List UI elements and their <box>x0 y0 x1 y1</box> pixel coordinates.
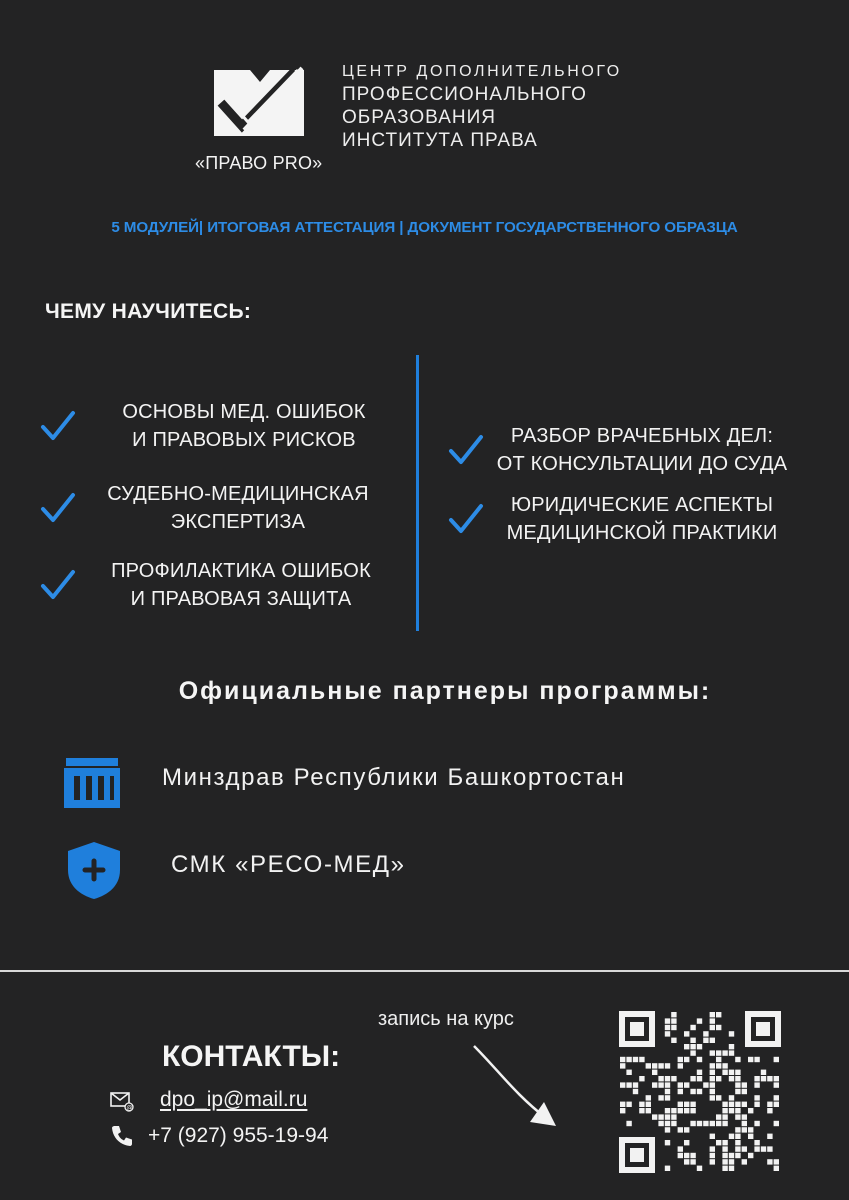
qr-module <box>639 1076 644 1081</box>
learn-item-line: МЕДИЦИНСКОЙ ПРАКТИКИ <box>506 522 778 544</box>
qr-module <box>729 1159 734 1164</box>
org-title-line: ИНСТИТУТА ПРАВА <box>342 130 538 151</box>
qr-module <box>716 1050 721 1055</box>
qr-module <box>710 1012 715 1017</box>
qr-module <box>690 1153 695 1158</box>
qr-module <box>722 1070 727 1075</box>
qr-module <box>639 1057 644 1062</box>
qr-module <box>710 1070 715 1075</box>
learn-item-line: ОТ КОНСУЛЬТАЦИИ ДО СУДА <box>496 453 788 475</box>
qr-module <box>678 1057 683 1062</box>
qr-module <box>729 1153 734 1158</box>
qr-module <box>684 1140 689 1145</box>
qr-module <box>620 1057 625 1062</box>
qr-module <box>671 1012 676 1017</box>
qr-module <box>678 1063 683 1068</box>
qr-module <box>735 1082 740 1087</box>
learn-item <box>40 480 398 536</box>
qr-module <box>671 1038 676 1043</box>
qr-module <box>748 1127 753 1132</box>
qr-module <box>742 1146 747 1151</box>
qr-module <box>729 1044 734 1049</box>
qr-module <box>722 1108 727 1113</box>
qr-module <box>767 1076 772 1081</box>
qr-module <box>697 1166 702 1171</box>
learn-item-line: ЮРИДИЧЕСКИЕ АСПЕКТЫ <box>510 494 774 516</box>
qr-module <box>671 1018 676 1023</box>
learn-item-line: ПРОФИЛАКТИКА ОШИБОК <box>111 560 371 582</box>
government-building-icon <box>62 752 122 812</box>
qr-module <box>710 1153 715 1158</box>
qr-module <box>722 1146 727 1151</box>
qr-module <box>697 1018 702 1023</box>
email-icon <box>110 1088 134 1112</box>
qr-module <box>774 1166 779 1171</box>
qr-module <box>710 1082 715 1087</box>
qr-module <box>703 1031 708 1036</box>
qr-module <box>735 1146 740 1151</box>
learn-item <box>448 491 812 547</box>
qr-module <box>729 1095 734 1100</box>
qr-module <box>748 1134 753 1139</box>
org-title-line: ЦЕНТР ДОПОЛНИТЕЛЬНОГО <box>342 63 622 80</box>
qr-module <box>620 1102 625 1107</box>
qr-module <box>729 1050 734 1055</box>
qr-module <box>665 1089 670 1094</box>
qr-module <box>690 1025 695 1030</box>
qr-module <box>754 1076 759 1081</box>
qr-module <box>671 1114 676 1119</box>
qr-module <box>690 1159 695 1164</box>
learn-heading: ЧЕМУ НАУЧИТЕСЬ: <box>45 300 252 323</box>
qr-module <box>684 1108 689 1113</box>
phone-number[interactable]: +7 (927) 955-19-94 <box>148 1124 329 1147</box>
qr-module <box>633 1089 638 1094</box>
qr-module <box>742 1159 747 1164</box>
qr-module <box>774 1076 779 1081</box>
qr-module <box>742 1089 747 1094</box>
qr-module <box>646 1108 651 1113</box>
qr-module <box>665 1031 670 1036</box>
qr-module <box>722 1140 727 1145</box>
qr-module <box>774 1057 779 1062</box>
qr-module <box>690 1038 695 1043</box>
learn-item-line: И ПРАВОВАЯ ЗАЩИТА <box>130 588 352 610</box>
qr-module <box>658 1076 663 1081</box>
partners-heading: Официальные партнеры программы: <box>178 677 712 705</box>
qr-module <box>754 1102 759 1107</box>
qr-module <box>754 1121 759 1126</box>
qr-module <box>639 1108 644 1113</box>
qr-module <box>767 1108 772 1113</box>
qr-module <box>735 1076 740 1081</box>
logo-mark-icon <box>210 66 308 144</box>
qr-module <box>658 1063 663 1068</box>
qr-module <box>684 1057 689 1062</box>
shield-plus-icon <box>64 840 124 900</box>
qr-module <box>742 1114 747 1119</box>
qr-module <box>690 1050 695 1055</box>
qr-module <box>754 1095 759 1100</box>
qr-module <box>646 1095 651 1100</box>
qr-module <box>742 1127 747 1132</box>
qr-module <box>729 1076 734 1081</box>
qr-module <box>697 1121 702 1126</box>
qr-module <box>665 1063 670 1068</box>
section-divider <box>0 970 849 972</box>
learn-item-line: РАЗБОР ВРАЧЕБНЫХ ДЕЛ: <box>510 425 774 447</box>
qr-module <box>665 1127 670 1132</box>
qr-module <box>735 1127 740 1132</box>
qr-module <box>665 1108 670 1113</box>
qr-module <box>684 1031 689 1036</box>
qr-module <box>665 1076 670 1081</box>
qr-module <box>626 1102 631 1107</box>
qr-module <box>665 1018 670 1023</box>
qr-module <box>754 1082 759 1087</box>
qr-module <box>620 1108 625 1113</box>
qr-module <box>684 1102 689 1107</box>
learn-item <box>40 398 404 454</box>
qr-module <box>684 1153 689 1158</box>
qr-module <box>652 1070 657 1075</box>
qr-module <box>652 1114 657 1119</box>
logo-caption: «ПРАВО PRO» <box>195 153 323 173</box>
svg-text:@: @ <box>126 1104 133 1112</box>
qr-code-icon[interactable] <box>618 1010 782 1174</box>
qr-module <box>748 1057 753 1062</box>
qr-module <box>697 1057 702 1062</box>
qr-module <box>735 1089 740 1094</box>
qr-module <box>710 1159 715 1164</box>
qr-module <box>748 1153 753 1158</box>
learn-item-line: ЭКСПЕРТИЗА <box>170 511 306 533</box>
qr-module <box>735 1057 740 1062</box>
qr-module <box>722 1050 727 1055</box>
qr-module <box>761 1146 766 1151</box>
qr-module <box>690 1102 695 1107</box>
qr-module <box>671 1025 676 1030</box>
qr-module <box>729 1166 734 1171</box>
qr-module <box>684 1044 689 1049</box>
qr-module <box>729 1031 734 1036</box>
qr-module <box>665 1121 670 1126</box>
arrow-icon <box>468 1040 568 1130</box>
qr-module <box>729 1070 734 1075</box>
qr-module <box>722 1114 727 1119</box>
qr-module <box>652 1082 657 1087</box>
qr-module <box>710 1018 715 1023</box>
org-title <box>342 60 622 152</box>
qr-module <box>774 1159 779 1164</box>
qr-module <box>671 1108 676 1113</box>
qr-module <box>735 1134 740 1139</box>
qr-module <box>678 1146 683 1151</box>
qr-module <box>742 1082 747 1087</box>
qr-module <box>690 1108 695 1113</box>
qr-module <box>665 1082 670 1087</box>
qr-module <box>735 1108 740 1113</box>
qr-module <box>703 1082 708 1087</box>
qr-module <box>754 1057 759 1062</box>
qr-module <box>774 1102 779 1107</box>
learn-item <box>448 422 812 478</box>
qr-module <box>684 1082 689 1087</box>
qr-module <box>716 1121 721 1126</box>
qr-module <box>722 1121 727 1126</box>
qr-module <box>735 1140 740 1145</box>
qr-module <box>652 1063 657 1068</box>
qr-module <box>748 1108 753 1113</box>
qr-module <box>710 1063 715 1068</box>
qr-module <box>678 1102 683 1107</box>
qr-module <box>639 1102 644 1107</box>
qr-module <box>665 1166 670 1171</box>
qr-module <box>678 1127 683 1132</box>
qr-module <box>767 1159 772 1164</box>
qr-module <box>774 1121 779 1126</box>
qr-module <box>710 1121 715 1126</box>
qr-module <box>710 1025 715 1030</box>
qr-module <box>774 1095 779 1100</box>
qr-module <box>767 1134 772 1139</box>
qr-module <box>716 1057 721 1062</box>
email-row[interactable] <box>110 1088 307 1112</box>
qr-module <box>665 1025 670 1030</box>
qr-module <box>690 1121 695 1126</box>
learn-item-line: СУДЕБНО-МЕДИЦИНСКАЯ <box>107 483 369 505</box>
qr-module <box>761 1076 766 1081</box>
qr-module <box>620 1082 625 1087</box>
qr-module <box>716 1114 721 1119</box>
qr-module <box>716 1063 721 1068</box>
qr-module <box>742 1121 747 1126</box>
qr-module <box>697 1076 702 1081</box>
partner-name: СМК «РЕСО-МЕД» <box>171 851 406 878</box>
qr-module <box>697 1070 702 1075</box>
learn-item-line: ОСНОВЫ МЕД. ОШИБОК <box>122 401 366 423</box>
org-title-line: ОБРАЗОВАНИЯ <box>342 107 496 128</box>
qr-module <box>729 1102 734 1107</box>
qr-module <box>735 1070 740 1075</box>
qr-module <box>690 1044 695 1049</box>
qr-module <box>716 1140 721 1145</box>
qr-module <box>703 1121 708 1126</box>
qr-module <box>658 1114 663 1119</box>
qr-module <box>735 1114 740 1119</box>
qr-module <box>658 1082 663 1087</box>
learn-item <box>40 557 406 613</box>
qr-module <box>690 1089 695 1094</box>
email-link[interactable]: dpo_ip@mail.ru <box>160 1088 308 1111</box>
qr-module <box>729 1134 734 1139</box>
qr-module <box>716 1012 721 1017</box>
qr-module <box>722 1102 727 1107</box>
qr-module <box>716 1095 721 1100</box>
qr-module <box>633 1057 638 1062</box>
qr-module <box>678 1108 683 1113</box>
qr-module <box>761 1070 766 1075</box>
qr-module <box>684 1127 689 1132</box>
signup-label: запись на курс <box>378 1008 514 1030</box>
qr-module <box>697 1044 702 1049</box>
qr-module <box>729 1108 734 1113</box>
checkmark-icon <box>40 492 76 524</box>
qr-module <box>678 1089 683 1094</box>
qr-module <box>767 1146 772 1151</box>
qr-module <box>703 1038 708 1043</box>
qr-module <box>678 1153 683 1158</box>
phone-icon <box>110 1124 134 1148</box>
qr-module <box>710 1134 715 1139</box>
partner-name: Минздрав Республики Башкортостан <box>162 764 626 791</box>
qr-module <box>716 1076 721 1081</box>
qr-module <box>626 1070 631 1075</box>
qr-module <box>626 1057 631 1062</box>
qr-module <box>742 1102 747 1107</box>
column-divider <box>416 355 419 631</box>
qr-module <box>678 1082 683 1087</box>
qr-module <box>665 1095 670 1100</box>
checkmark-icon <box>40 569 76 601</box>
qr-module <box>633 1082 638 1087</box>
qr-module <box>684 1159 689 1164</box>
org-title-line: ПРОФЕССИОНАЛЬНОГО <box>342 84 587 105</box>
qr-module <box>710 1076 715 1081</box>
qr-module <box>722 1166 727 1171</box>
qr-module <box>722 1159 727 1164</box>
qr-module <box>710 1050 715 1055</box>
phone-row[interactable] <box>110 1124 328 1148</box>
qr-module <box>658 1095 663 1100</box>
contacts-heading: КОНТАКТЫ: <box>162 1040 341 1073</box>
learn-item-line: И ПРАВОВЫХ РИСКОВ <box>132 429 356 451</box>
qr-module <box>671 1076 676 1081</box>
qr-module <box>735 1153 740 1158</box>
qr-module <box>710 1095 715 1100</box>
qr-module <box>722 1153 727 1158</box>
qr-module <box>697 1089 702 1094</box>
qr-module <box>626 1121 631 1126</box>
qr-module <box>774 1082 779 1087</box>
qr-module <box>690 1076 695 1081</box>
qr-module <box>665 1114 670 1119</box>
qr-module <box>754 1140 759 1145</box>
qr-module <box>671 1121 676 1126</box>
qr-module <box>710 1146 715 1151</box>
qr-module <box>767 1102 772 1107</box>
qr-module <box>722 1063 727 1068</box>
qr-module <box>754 1146 759 1151</box>
qr-module <box>658 1121 663 1126</box>
qr-module <box>665 1140 670 1145</box>
qr-module <box>710 1038 715 1043</box>
qr-module <box>735 1102 740 1107</box>
qr-module <box>620 1063 625 1068</box>
program-tagline: 5 МОДУЛЕЙ| ИТОГОВАЯ АТТЕСТАЦИЯ | ДОКУМЕНТ ГОСУДАРСТВЕННОГО ОБРАЗЦА <box>111 219 738 236</box>
qr-module <box>710 1089 715 1094</box>
checkmark-icon <box>40 410 76 442</box>
qr-module <box>716 1025 721 1030</box>
qr-module <box>626 1082 631 1087</box>
qr-module <box>646 1102 651 1107</box>
qr-module <box>646 1063 651 1068</box>
